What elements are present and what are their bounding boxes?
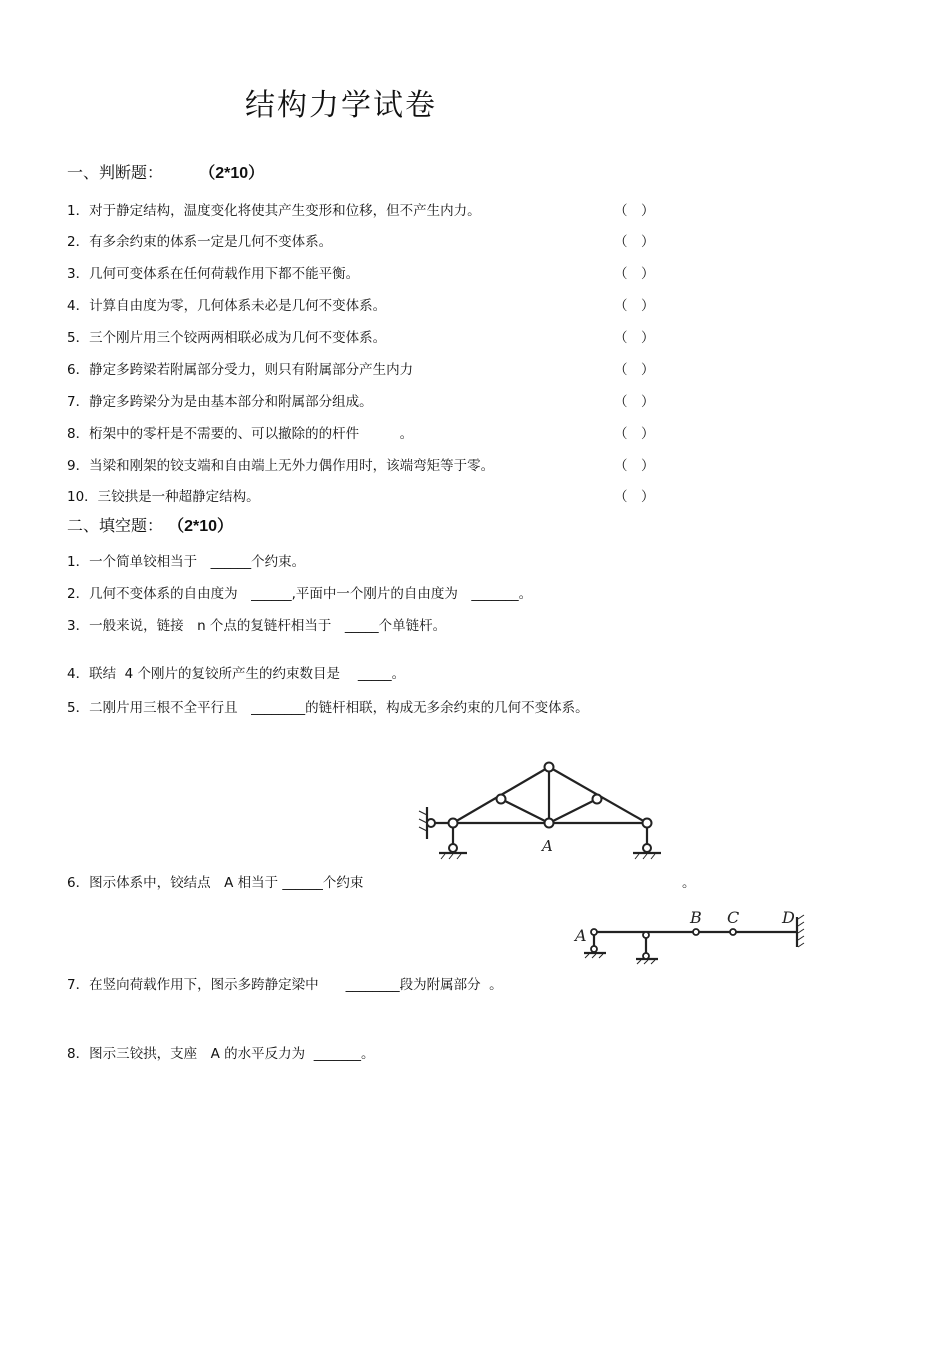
fill-question: 8．图示三铰拱，支座 A 的水平反力为 _______。 — [67, 1046, 375, 1062]
truss-figure — [415, 755, 670, 870]
section-fill-score: （2*10） — [168, 518, 234, 535]
multispan-beam-figure — [572, 905, 812, 970]
judge-question: 9．当梁和刚架的铰支端和自由端上无外力偶作用时，该端弯矩等于零。 — [67, 458, 495, 474]
judge-question: 8．桁架中的零杆是不需要的、可以撤除的的杆件 。 — [67, 426, 414, 442]
section-judge-heading — [67, 160, 264, 183]
judge-answer-box[interactable]: （ ） — [614, 330, 655, 346]
judge-answer-box[interactable]: （ ） — [614, 234, 655, 250]
section-fill-label: 二、填空题： — [67, 516, 164, 535]
judge-question: 10．三铰拱是一种超静定结构。 — [67, 489, 260, 505]
section-judge-score: （2*10） — [199, 165, 265, 182]
judge-answer-box[interactable]: （ ） — [614, 203, 655, 219]
beam-label-c: C — [727, 908, 740, 927]
beam-label-d: D — [782, 908, 795, 927]
judge-answer-box[interactable]: （ ） — [614, 458, 655, 474]
judge-question: 5．三个刚片用三个铰两两相联必成为几何不变体系。 — [67, 330, 387, 346]
page-title: 结构力学试卷 — [245, 88, 437, 123]
judge-question: 1．对于静定结构，温度变化将使其产生变形和位移，但不产生内力。 — [67, 203, 481, 219]
judge-answer-box[interactable]: （ ） — [614, 426, 655, 442]
judge-answer-box[interactable]: （ ） — [614, 362, 655, 378]
section-judge-label: 一、判断题： — [67, 163, 164, 182]
fill-question: 5．二刚片用三根不全平行且 ________的链杆相联，构成无多余约束的几何不变体系。 — [67, 700, 589, 716]
beam-label-a: A — [575, 926, 587, 945]
judge-answer-box[interactable]: （ ） — [614, 394, 655, 410]
judge-answer-box[interactable]: （ ） — [614, 489, 655, 505]
fill-question: 1．一个简单铰相当于 ______个约束。 — [67, 554, 306, 570]
section-fill-heading — [67, 513, 233, 536]
fill6-trailing-mark: 。 — [682, 875, 696, 891]
fill-question: 6．图示体系中，铰结点 A 相当于 ______个约束 — [67, 875, 364, 891]
fill-question: 4．联结 4 个刚片的复铰所产生的约束数目是 _____。 — [67, 666, 406, 682]
judge-question: 7．静定多跨梁分为是由基本部分和附属部分组成。 — [67, 394, 373, 410]
judge-question: 2．有多余约束的体系一定是几何不变体系。 — [67, 234, 333, 250]
beam-label-b: B — [690, 908, 702, 927]
fill-question: 7．在竖向荷载作用下，图示多跨静定梁中 ________段为附属部分 。 — [67, 977, 503, 993]
fill-question: 2．几何不变体系的自由度为 ______,平面中一个刚片的自由度为 _______。 — [67, 586, 533, 602]
judge-answer-box[interactable]: （ ） — [614, 298, 655, 314]
judge-answer-box[interactable]: （ ） — [614, 266, 655, 282]
judge-question: 4．计算自由度为零，几何体系未必是几何不变体系。 — [67, 298, 387, 314]
truss-label-a: A — [542, 837, 553, 855]
fill-question: 3．一般来说，链接 n 个点的复链杆相当于 _____个单链杆。 — [67, 618, 447, 634]
judge-question: 6．静定多跨梁若附属部分受力，则只有附属部分产生内力 — [67, 362, 414, 378]
judge-question: 3．几何可变体系在任何荷载作用下都不能平衡。 — [67, 266, 360, 282]
